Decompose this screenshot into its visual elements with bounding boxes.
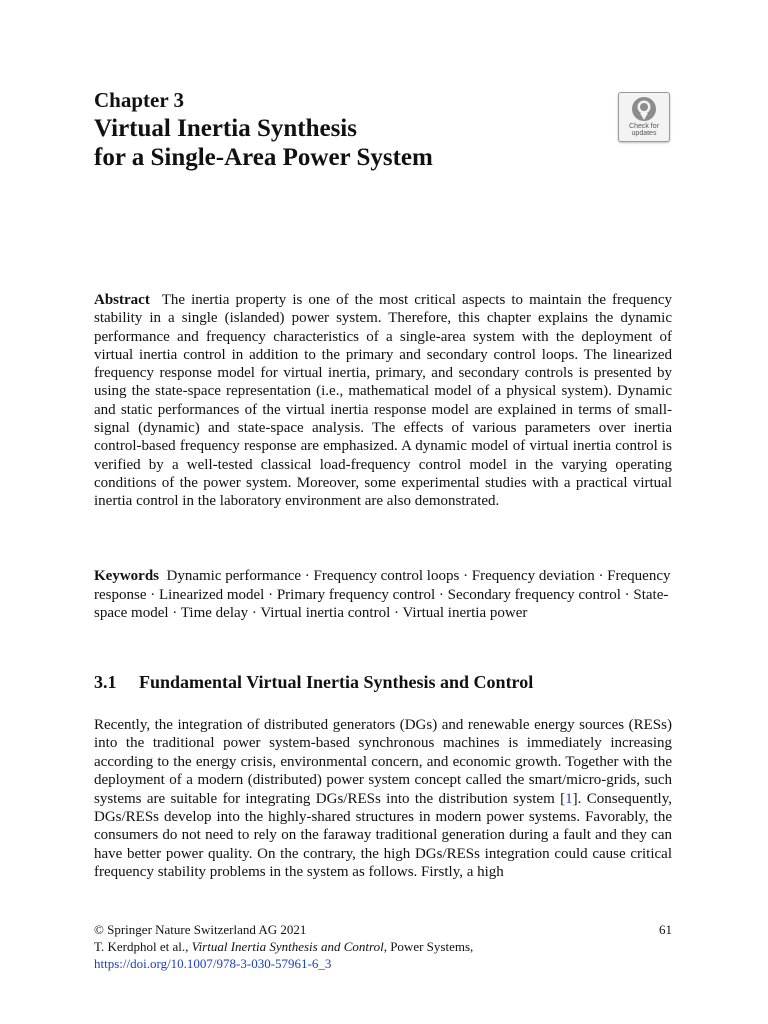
- chapter-title-line2: for a Single-Area Power System: [94, 144, 433, 171]
- abstract-label: Abstract: [94, 292, 150, 308]
- footer-book-title: Virtual Inertia Synthesis and Control: [191, 939, 384, 954]
- section-number: 3.1: [94, 672, 117, 692]
- badge-text: [619, 123, 669, 137]
- keywords: [94, 567, 672, 623]
- footer: [94, 921, 672, 972]
- chapter-title-line1: Virtual Inertia Synthesis: [94, 115, 357, 142]
- doi-link[interactable]: https://doi.org/10.1007/978-3-030-57961-6_3: [94, 956, 332, 971]
- section-title: Fundamental Virtual Inertia Synthesis and Control: [139, 672, 534, 692]
- chapter-label: Chapter 3: [94, 88, 185, 112]
- badge-text-line2: updates: [631, 130, 657, 137]
- body-paragraph: [94, 716, 672, 882]
- keywords-text: Dynamic performance · Frequency control loops · Frequency deviation · Frequency response · Linearized model · Primary frequency control · Secondary frequency control · State-space model · Time delay · Virtual inertia control · Virtual inertia power: [94, 568, 671, 621]
- badge-text-line1: Check for: [629, 123, 659, 130]
- body-text-part1: Recently, the integration of distributed generators (DGs) and renewable energy sources (RESs) into the traditional power system-based synchronous machines is immediately increasing according to the energy crisis, environmental concern, and economic growth. Together with the deployment of a modern (distributed) power system concept called the smart/micro-grids, such systems are suitable for integrating DGs/RESs into the distribution system [: [94, 717, 672, 807]
- footer-citation: [94, 938, 672, 955]
- check-for-updates-badge[interactable]: [618, 92, 670, 142]
- abstract: [94, 291, 672, 511]
- footer-series: , Power Systems,: [383, 939, 474, 954]
- keywords-label: Keywords: [94, 568, 159, 584]
- page-number: 61: [659, 922, 672, 937]
- body-text-part2: ]. Consequently, DGs/RESs develop into the highly-shared structures in modern power systems. Favorably, the consumers do not need to rely on the faraway traditional generation during a fault and they can have better power quality. On the contrary, the high DGs/RESs integration could cause critical frequency stability problems in the system as follows. Firstly, a high: [94, 790, 673, 881]
- footer-copyright: © Springer Nature Switzerland AG 2021: [94, 922, 307, 937]
- section-heading: [94, 671, 533, 693]
- check-for-updates-icon: [631, 96, 657, 122]
- abstract-text: The inertia property is one of the most critical aspects to maintain the frequency stability in a single (islanded) power system. Therefore, this chapter explains the dynamic performance and frequency characteristics of a single-area system with the deployment of virtual inertia control in addition to the primary and secondary control loops. The linearized frequency response model for virtual inertia, primary, and secondary controls is presented by using the state-space representation (i.e., mathematical model of a physical system). Dynamic and static performances of the virtual inertia response model are explained in terms of small-signal (dynamic) and state-space analysis. The effects of various parameters over inertia control-based frequency response are emphasized. A dynamic model of virtual inertia control is verified by a well-tested classical load-frequency control model in the varying operating conditions of the power system. Moreover, some experimental studies with a practical virtual inertia control in the laboratory environment are also demonstrated.: [94, 292, 672, 510]
- citation-link[interactable]: 1: [565, 790, 573, 807]
- footer-authors: T. Kerdphol et al.,: [94, 939, 189, 954]
- chapter-title: [94, 114, 574, 172]
